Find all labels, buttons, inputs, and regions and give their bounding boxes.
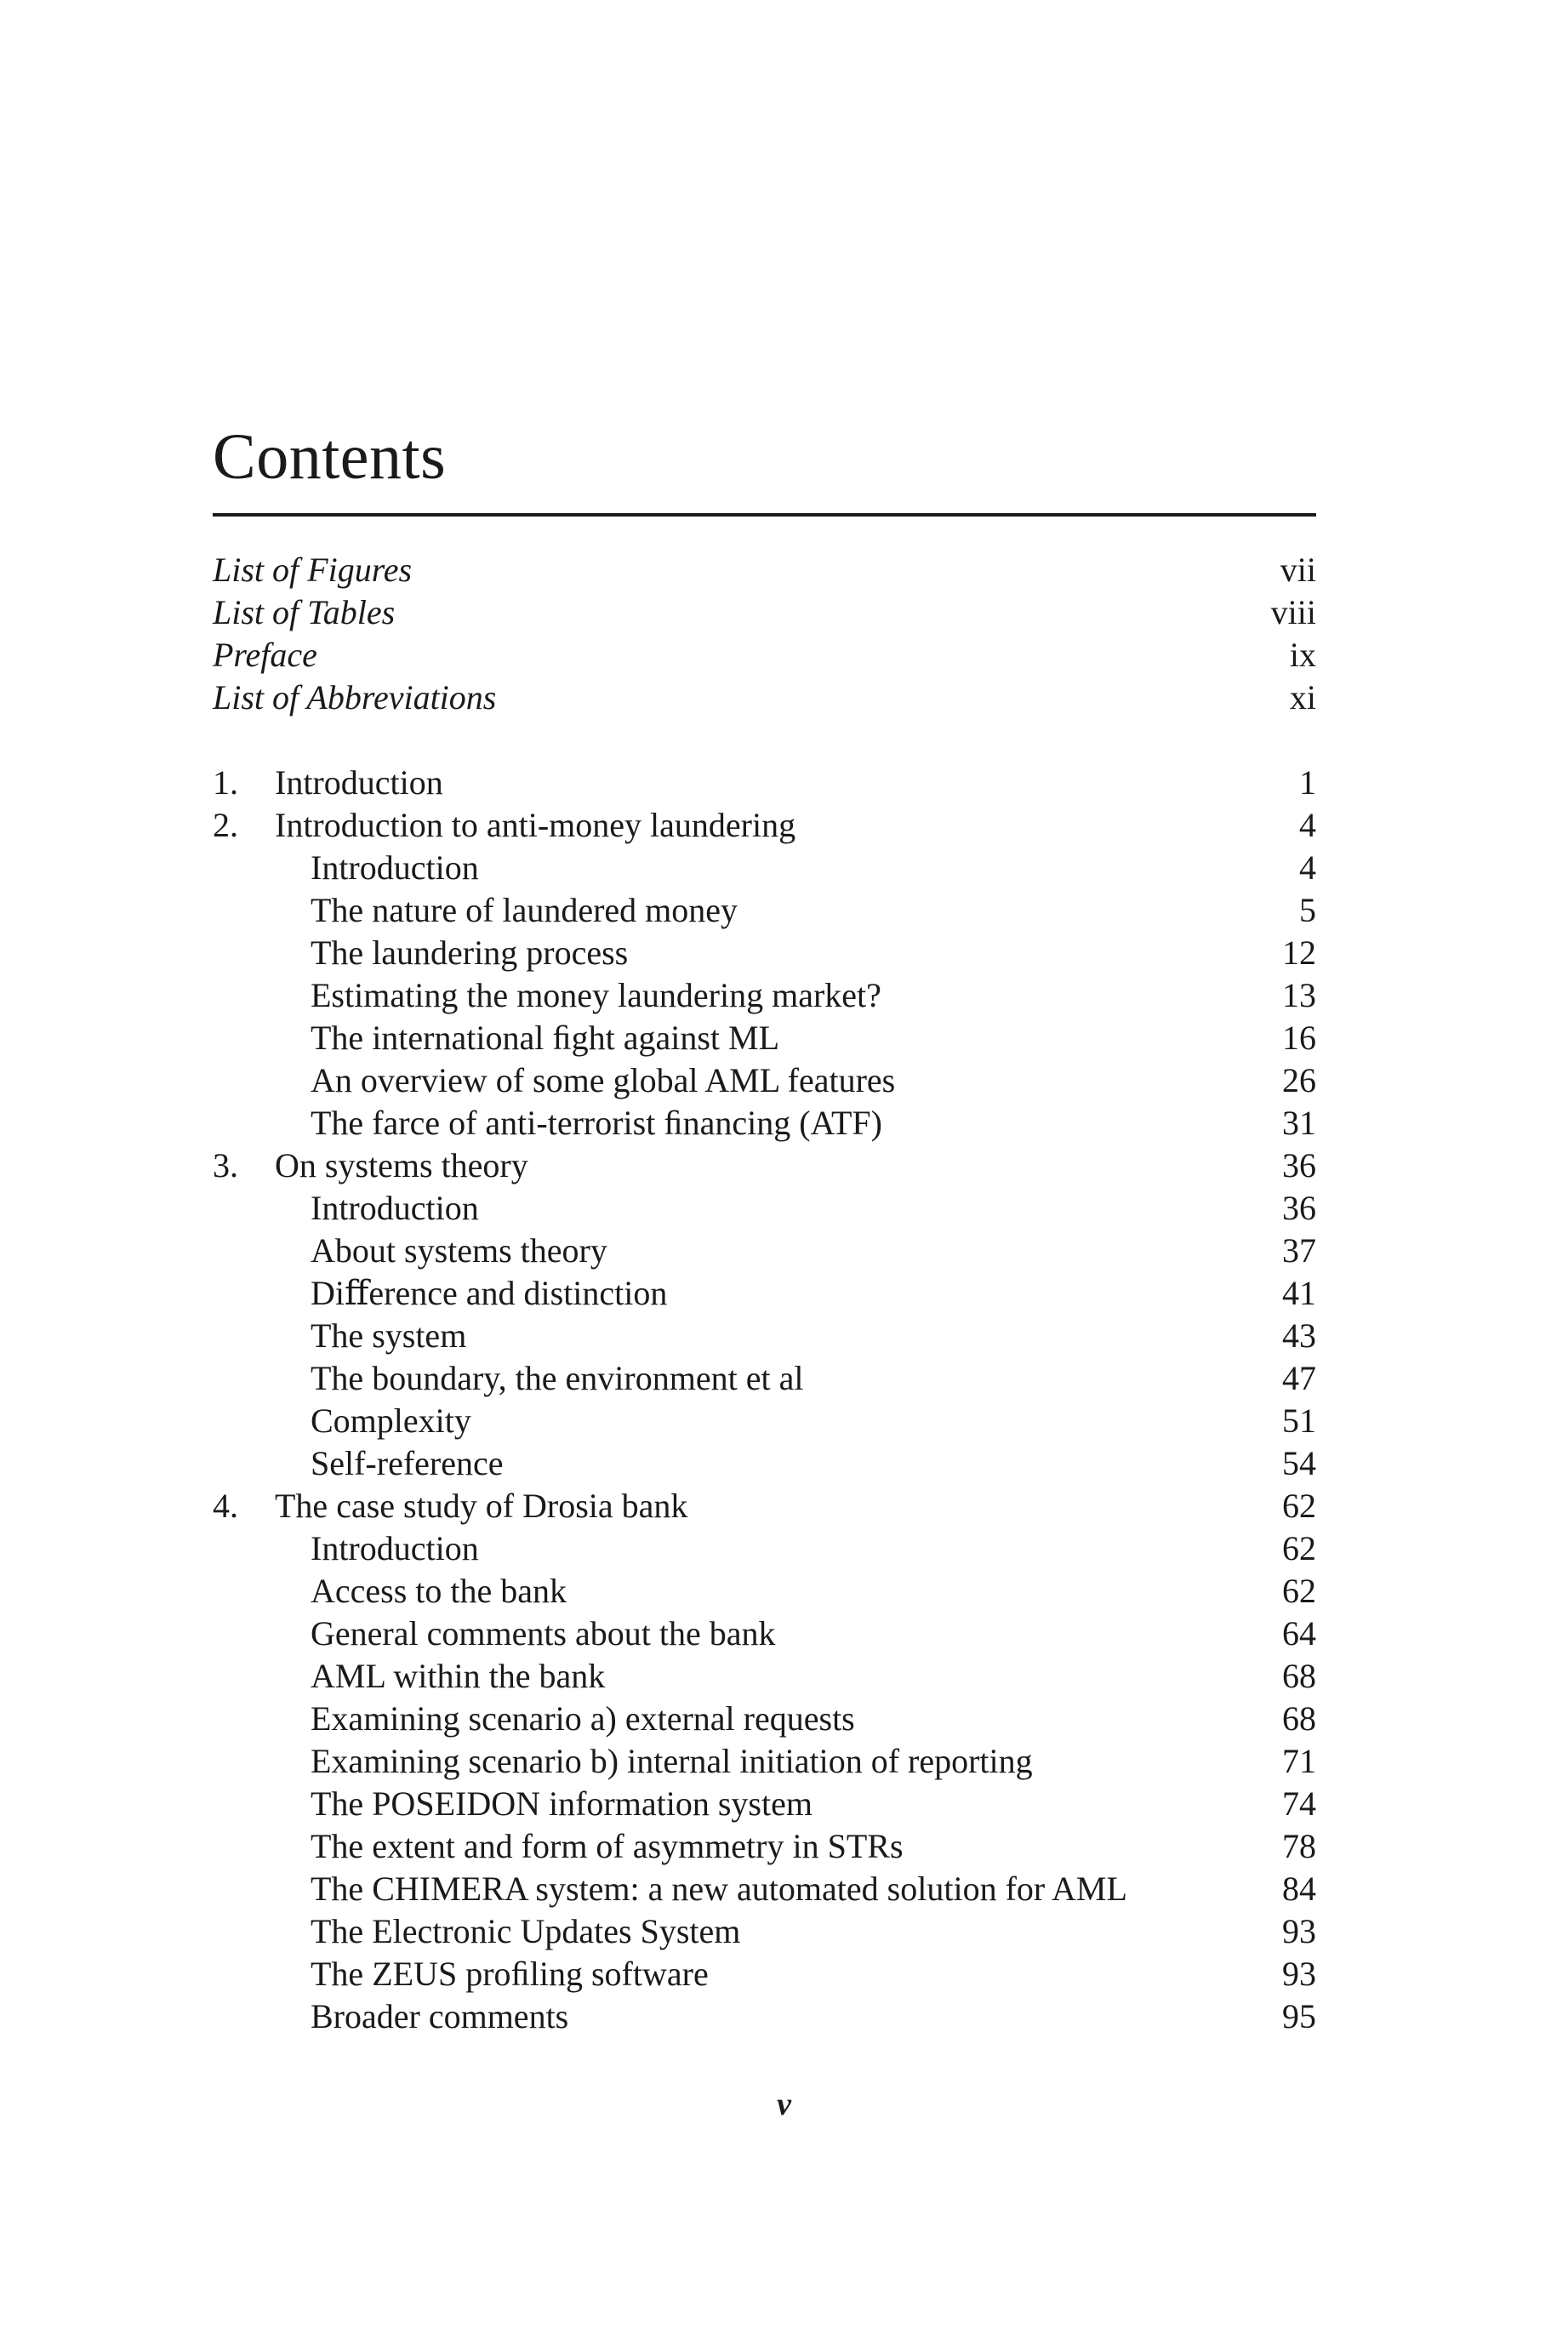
toc-entry-front xyxy=(213,591,1316,634)
page-title: Contents xyxy=(213,421,447,493)
chapter-number: 3. xyxy=(213,1146,238,1185)
toc-entry-section xyxy=(213,1272,1316,1315)
toc-entry-page-number: vii xyxy=(1280,551,1316,589)
toc-entry-title: Introduction to anti-money laundering xyxy=(275,806,796,844)
table-of-contents xyxy=(213,549,1316,2038)
toc-entry-section xyxy=(213,1315,1316,1357)
toc-entry-title: About systems theory xyxy=(311,1231,607,1270)
toc-entry-title: AML within the bank xyxy=(311,1657,606,1695)
toc-entry-section xyxy=(213,1017,1316,1059)
toc-entry-section xyxy=(213,1953,1316,1995)
toc-entry-title: Access to the bank xyxy=(311,1572,567,1610)
toc-entry-section xyxy=(213,1230,1316,1272)
toc-entry-section xyxy=(213,1357,1316,1400)
toc-entry-section xyxy=(213,1527,1316,1570)
toc-entry-section xyxy=(213,1187,1316,1230)
toc-entry-title: Self-reference xyxy=(311,1444,504,1482)
toc-entry-title: Preface xyxy=(213,636,317,674)
page-number: v xyxy=(777,2087,791,2122)
toc-entry-page-number: 4 xyxy=(1299,806,1316,844)
toc-entry-page-number: 62 xyxy=(1282,1529,1316,1567)
toc-entry-page-number: 4 xyxy=(1299,848,1316,887)
toc-entry-page-number: 5 xyxy=(1299,891,1316,929)
toc-entry-section xyxy=(213,1995,1316,2038)
toc-entry-page-number: 37 xyxy=(1282,1231,1316,1270)
toc-entry-page-number: 26 xyxy=(1282,1061,1316,1099)
toc-entry-section xyxy=(213,1400,1316,1442)
toc-entry-page-number: 95 xyxy=(1282,1997,1316,2035)
toc-entry-page-number: 36 xyxy=(1282,1146,1316,1185)
toc-entry-chapter xyxy=(213,804,1316,847)
toc-entry-title: The Electronic Updates System xyxy=(311,1912,741,1950)
toc-entry-title: The farce of anti-terrorist ﬁnancing (ATF) xyxy=(311,1104,882,1142)
toc-entry-page-number: 93 xyxy=(1282,1955,1316,1993)
toc-entry-title: List of Tables xyxy=(213,593,396,631)
toc-entry-section xyxy=(213,1442,1316,1485)
toc-entry-title: Examining scenario b) internal initiation of reporting xyxy=(311,1742,1033,1780)
toc-entry-section xyxy=(213,1868,1316,1910)
toc-entry-page-number: ix xyxy=(1289,636,1316,674)
toc-entry-page-number: 47 xyxy=(1282,1359,1316,1397)
toc-entry-title: Complexity xyxy=(311,1401,471,1440)
toc-entry-page-number: 54 xyxy=(1282,1444,1316,1482)
toc-entry-page-number: 68 xyxy=(1282,1657,1316,1695)
toc-entry-title: An overview of some global AML features xyxy=(311,1061,896,1099)
toc-entry-page-number: 13 xyxy=(1282,976,1316,1014)
toc-entry-title: The laundering process xyxy=(311,933,629,972)
toc-entry-title: The nature of laundered money xyxy=(311,891,738,929)
toc-entry-front xyxy=(213,676,1316,719)
toc-entry-page-number: 71 xyxy=(1282,1742,1316,1780)
toc-entry-page-number: 62 xyxy=(1282,1572,1316,1610)
toc-entry-section xyxy=(213,1825,1316,1868)
chapter-number: 2. xyxy=(213,806,238,844)
toc-entry-section xyxy=(213,1740,1316,1783)
toc-entry-page-number: 51 xyxy=(1282,1401,1316,1440)
toc-entry-section xyxy=(213,1910,1316,1953)
toc-entry-section xyxy=(213,1570,1316,1613)
toc-entry-page-number: xi xyxy=(1289,678,1316,716)
toc-entry-chapter xyxy=(213,1485,1316,1527)
toc-entry-title: The system xyxy=(311,1316,467,1355)
chapter-number: 4. xyxy=(213,1487,238,1525)
toc-entry-page-number: 78 xyxy=(1282,1827,1316,1865)
title-rule xyxy=(213,513,1316,517)
toc-entry-page-number: 16 xyxy=(1282,1019,1316,1057)
toc-entry-section xyxy=(213,889,1316,932)
toc-entry-section xyxy=(213,932,1316,974)
toc-entry-page-number: viii xyxy=(1270,593,1316,631)
toc-entry-title: The boundary, the environment et al xyxy=(311,1359,804,1397)
toc-entry-section xyxy=(213,847,1316,889)
toc-entry-title: Diﬀerence and distinction xyxy=(311,1274,668,1312)
toc-entry-section xyxy=(213,1102,1316,1145)
toc-entry-front xyxy=(213,634,1316,676)
toc-entry-title: Introduction xyxy=(275,763,443,802)
toc-entry-title: Introduction xyxy=(311,1189,479,1227)
toc-entry-page-number: 93 xyxy=(1282,1912,1316,1950)
chapter-number: 1. xyxy=(213,763,238,802)
toc-entry-title: The extent and form of asymmetry in STRs xyxy=(311,1827,904,1865)
toc-entry-title: On systems theory xyxy=(275,1146,528,1185)
toc-entry-title: List of Figures xyxy=(213,551,413,589)
toc-entry-chapter xyxy=(213,762,1316,804)
toc-entry-title: The POSEIDON information system xyxy=(311,1784,813,1823)
toc-entry-title: The ZEUS proﬁling software xyxy=(311,1955,709,1993)
toc-entry-title: Estimating the money laundering market? xyxy=(311,976,881,1014)
toc-entry-page-number: 64 xyxy=(1282,1614,1316,1653)
toc-entry-title: The case study of Drosia bank xyxy=(275,1487,688,1525)
toc-entry-title: The CHIMERA system: a new automated solution for AML xyxy=(311,1870,1127,1908)
toc-entry-title: General comments about the bank xyxy=(311,1614,776,1653)
toc-entry-title: List of Abbreviations xyxy=(213,678,497,716)
toc-entry-page-number: 41 xyxy=(1282,1274,1316,1312)
toc-entry-page-number: 12 xyxy=(1282,933,1316,972)
toc-entry-page-number: 68 xyxy=(1282,1699,1316,1738)
toc-entry-page-number: 84 xyxy=(1282,1870,1316,1908)
toc-entry-title: Examining scenario a) external requests xyxy=(311,1699,855,1738)
toc-entry-title: Introduction xyxy=(311,848,479,887)
toc-entry-section xyxy=(213,1783,1316,1825)
toc-entry-page-number: 31 xyxy=(1282,1104,1316,1142)
toc-entry-title: The international ﬁght against ML xyxy=(311,1019,779,1057)
toc-entry-front xyxy=(213,549,1316,591)
toc-entry-section xyxy=(213,1613,1316,1655)
toc-entry-title: Broader comments xyxy=(311,1997,569,2035)
toc-entry-chapter xyxy=(213,1145,1316,1187)
toc-entry-page-number: 1 xyxy=(1299,763,1316,802)
toc-entry-section xyxy=(213,1059,1316,1102)
toc-entry-section xyxy=(213,974,1316,1017)
toc-entry-page-number: 36 xyxy=(1282,1189,1316,1227)
toc-entry-page-number: 62 xyxy=(1282,1487,1316,1525)
toc-entry-page-number: 74 xyxy=(1282,1784,1316,1823)
toc-entry-section xyxy=(213,1698,1316,1740)
toc-entry-page-number: 43 xyxy=(1282,1316,1316,1355)
toc-entry-title: Introduction xyxy=(311,1529,479,1567)
toc-entry-section xyxy=(213,1655,1316,1698)
